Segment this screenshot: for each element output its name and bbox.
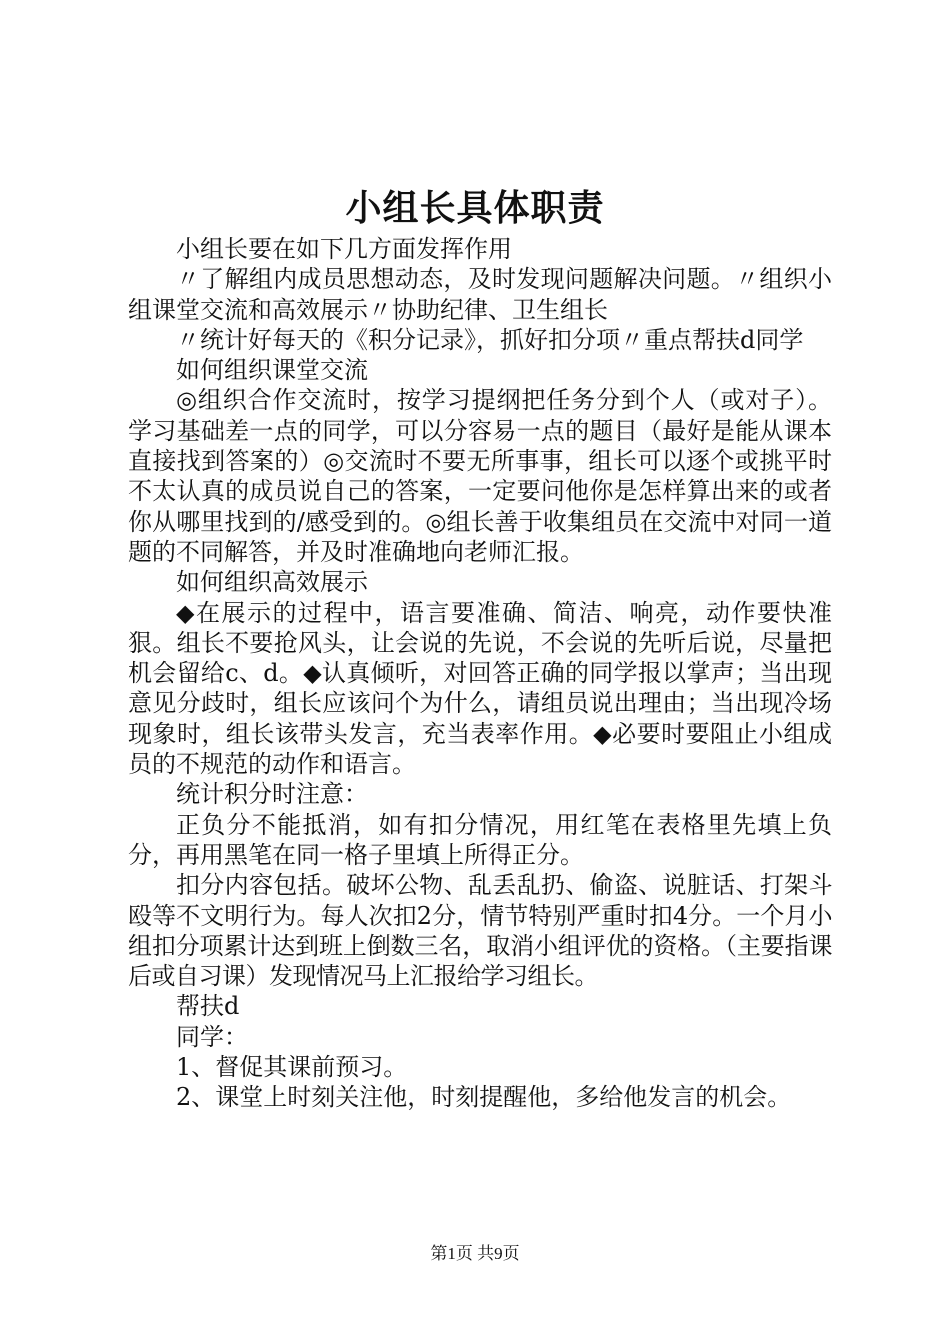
heading-classroom-exchange: 如何组织课堂交流: [176, 356, 368, 385]
document-title: 小组长具体职责: [345, 187, 605, 229]
paragraph-classroom-exchange: ◎组织合作交流时，按学习提纲把任务分到个人（或对子）。学习基础差一点的同学，可以分容易一点的题目（最好是能从课本直接找到答案的）◎交流时不要无所事事，组长可以逐个或挑平时不太认真的成员说自己的答案，一定要问他你是怎样算出来的或者你从哪里找到的/感受到的。◎组长善于收集组员在交流中对同一道题的不同解答，并及时准确地向老师汇报。: [128, 386, 832, 566]
paragraph-deduction-rule: 扣分内容包括。破坏公物、乱丢乱扔、偷盗、说脏话、打架斗殴等不文明行为。每人次扣2分，情节特别严重时扣4分。一个月小组扣分项累计达到班上倒数三名，取消小组评优的资格。（主要指课后或自习课）发现情况马上汇报给学习组长。: [128, 871, 832, 991]
paragraph-duties-2: 〃统计好每天的《积分记录》，抓好扣分项〃重点帮扶d同学: [176, 325, 804, 354]
paragraph-efficient-display: ◆在展示的过程中，语言要准确、简洁、响亮，动作要快准狠。组长不要抢风头，让会说的先说，不会说的先听后说，尽量把机会留给c、d。◆认真倾听，对回答正确的同学报以掌声；当出现意见分歧时，组长应该问个为什么，请组员说出理由；当出现冷场现象时，组长该带头发言，充当表率作用。◆必要时要阻止小组成员的不规范的动作和语言。: [128, 598, 832, 779]
list-item-1: 1、督促其课前预习。: [176, 1053, 408, 1082]
heading-efficient-display: 如何组织高效展示: [176, 568, 368, 597]
heading-help-d: 帮扶d: [176, 992, 240, 1021]
document-body: [128, 234, 832, 1113]
heading-students: 同学：: [176, 1022, 248, 1051]
list-item-2: 2、课堂上时刻关注他，时刻提醒他，多给他发言的机会。: [176, 1083, 792, 1112]
heading-points-notes: 统计积分时注意：: [176, 780, 368, 809]
paragraph-points-rule: 正负分不能抵消，如有扣分情况，用红笔在表格里先填上负分，再用黑笔在同一格子里填上所得正分。: [128, 810, 832, 869]
paragraph-duties-1: 〃了解组内成员思想动态，及时发现问题解决问题。〃组织小组课堂交流和高效展示〃协助纪律、卫生组长: [128, 265, 832, 324]
page-number-footer: 第1页 共9页: [430, 1244, 520, 1263]
paragraph-intro: 小组长要在如下几方面发挥作用: [176, 235, 512, 263]
